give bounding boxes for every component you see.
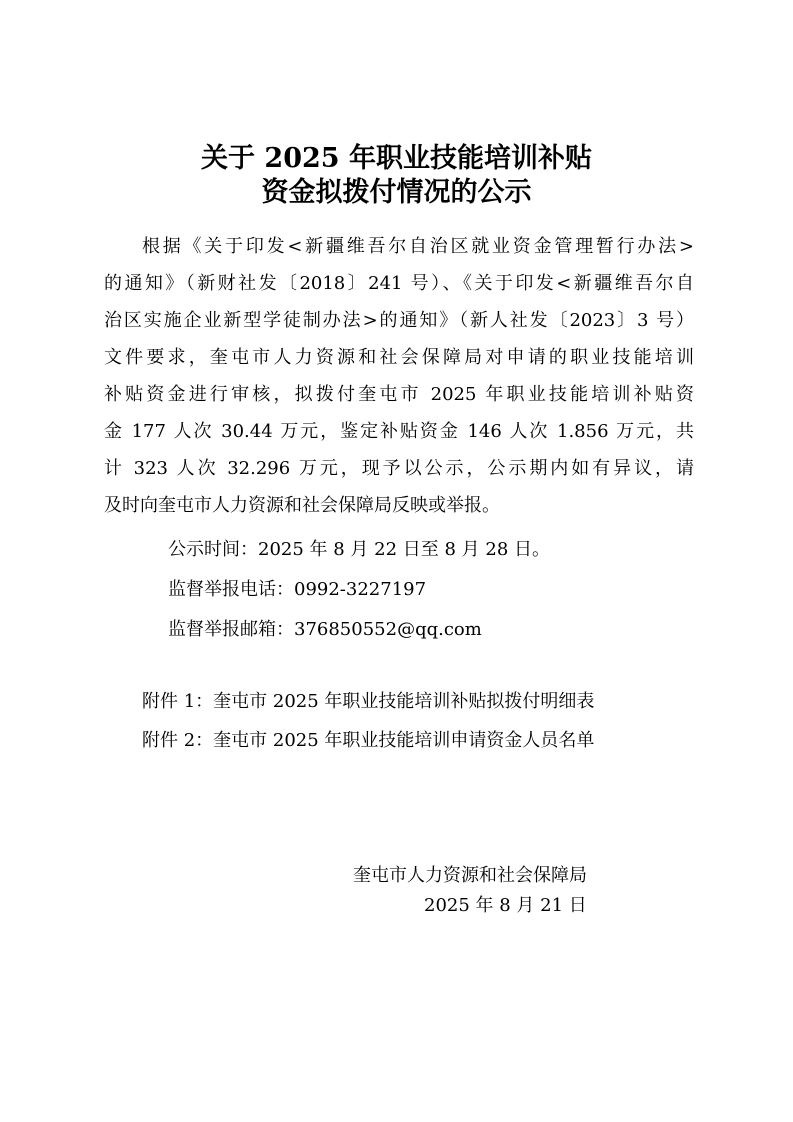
signature-date: 2025 年 8 月 21 日 xyxy=(424,895,587,916)
paragraph-line: 文件要求，奎屯市人力资源和社会保障局对申请的职业技能培训 xyxy=(104,347,694,368)
attachment-item-1: 附件 1：奎屯市 2025 年职业技能培训补贴拟拨付明细表 xyxy=(142,691,595,712)
document-title-line-1: 关于 2025 年职业技能培训补贴 xyxy=(201,143,592,174)
attachment-item-2: 附件 2：奎屯市 2025 年职业技能培训申请资金人员名单 xyxy=(142,730,595,751)
paragraph-line: 治区实施企业新型学徒制办法>的通知》（新人社发〔2023〕3 号） xyxy=(104,310,694,331)
paragraph-line: 补贴资金进行审核，拟拨付奎屯市 2025 年职业技能培训补贴资 xyxy=(104,384,694,405)
paragraph-line: 的通知》（新财社发〔2018〕241 号）、《关于印发<新疆维吾尔自 xyxy=(104,273,694,294)
notice-phone: 监督举报电话：0992-3227197 xyxy=(168,579,427,600)
paragraph-line: 及时向奎屯市人力资源和社会保障局反映或举报。 xyxy=(104,495,500,516)
paragraph-line: 金 177 人次 30.44 万元，鉴定补贴资金 146 人次 1.856 万元，共 xyxy=(104,421,694,442)
signature-organization: 奎屯市人力资源和社会保障局 xyxy=(353,865,587,886)
paragraph-line: 根据《关于印发<新疆维吾尔自治区就业资金管理暂行办法> xyxy=(142,236,694,257)
notice-period: 公示时间：2025 年 8 月 22 日至 8 月 28 日。 xyxy=(168,539,551,560)
document-title-line-2: 资金拟拨付情况的公示 xyxy=(261,177,532,208)
paragraph-line: 计 323 人次 32.296 万元，现予以公示，公示期内如有异议，请 xyxy=(104,458,694,479)
notice-email: 监督举报邮箱：376850552@qq.com xyxy=(168,619,482,640)
